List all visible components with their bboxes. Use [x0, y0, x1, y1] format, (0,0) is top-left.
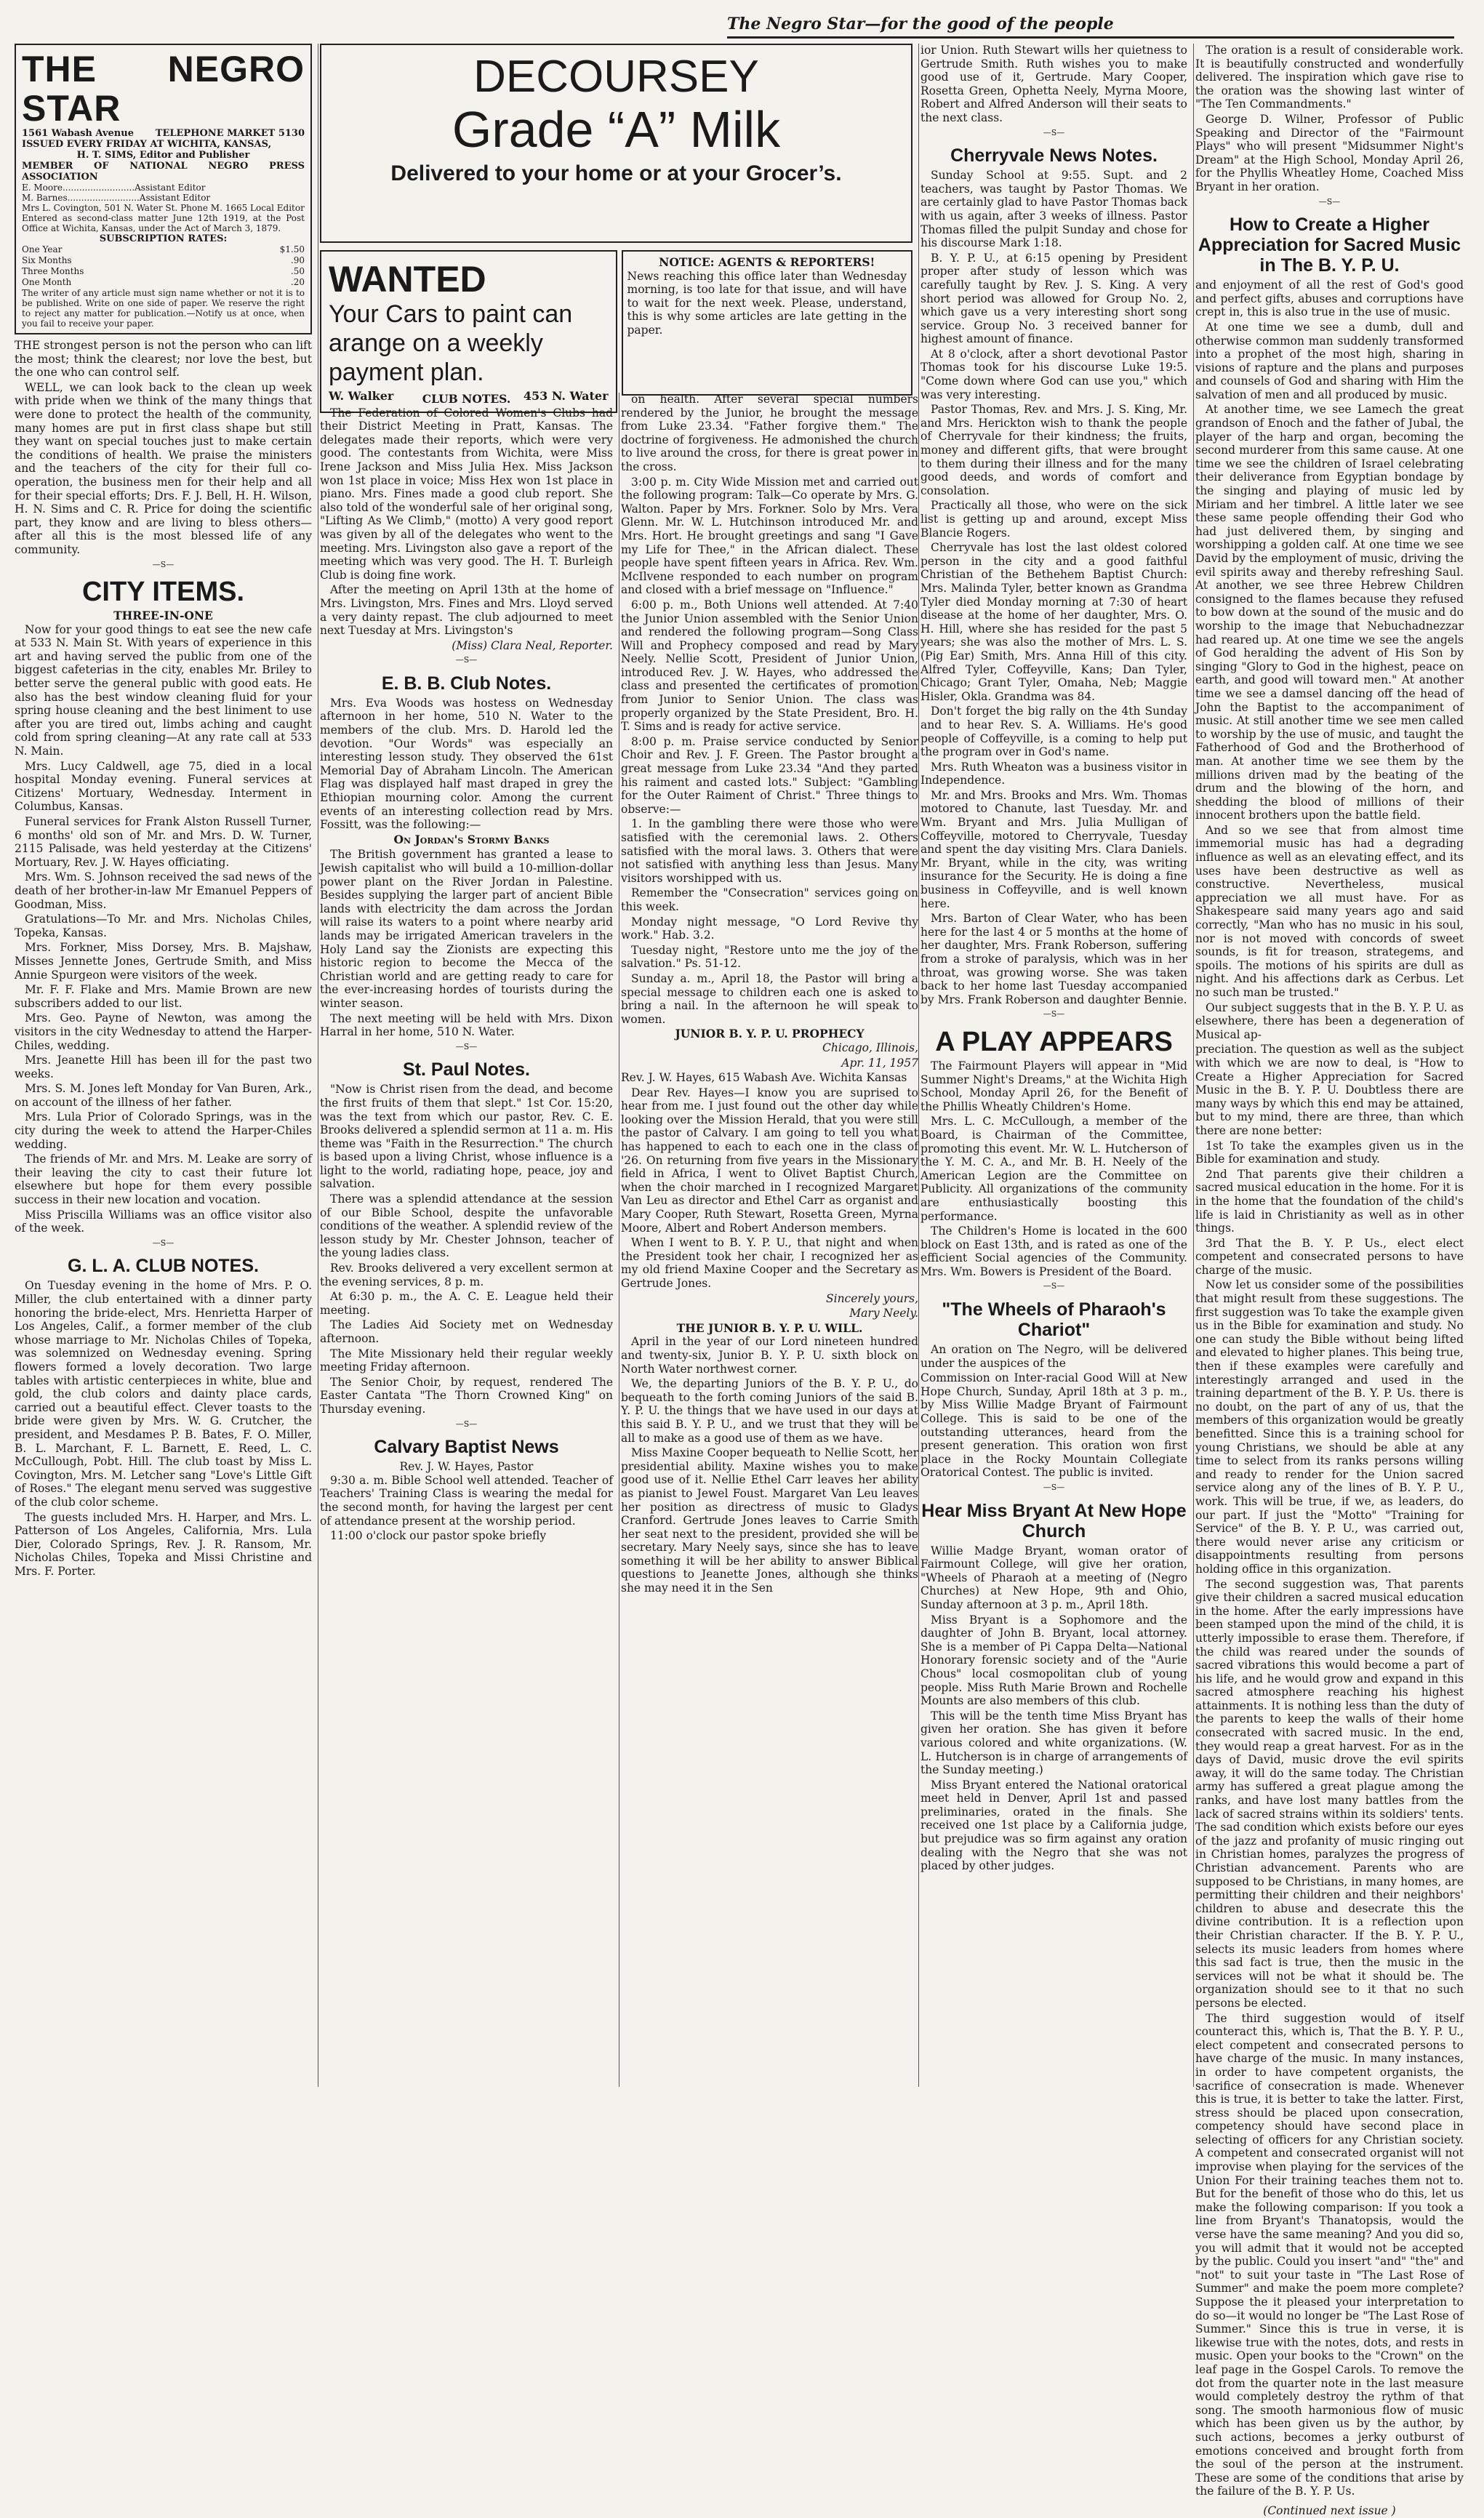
ad-wanted-name: W. Walker [329, 389, 394, 403]
newspaper-page [15, 0, 1469, 2517]
item: There was a splendid attendance at the session of our Bible School, despite the unfavorable conditions of the weather. A splendid review of the lesson study by Mr. Chester Johnson, teacher of the young ladies class. [320, 1192, 613, 1260]
item: B. Y. P. U., at 6:15 opening by President proper after study of lesson which was carefully taught by Rev. J. S. King. A very short period was allowed for Group No. 2, which gave us a very interesting short song service. Group No. 3 received banner for highest amount of finance. [921, 251, 1187, 346]
letter-address: Rev. J. W. Hayes, 615 Wabash Ave. Wichita Kansas [621, 1071, 907, 1085]
item: 9:30 a. m. Bible School well attended. Teacher of Teachers' Training Class is wearing the medal for the second month, for having the largest per cent of attendance present at the worship period. [320, 1473, 613, 1528]
masthead-phone: TELEPHONE MARKET 5130 [155, 128, 305, 139]
item: Mrs. Geo. Payne of Newton, was among the visitors in the city Wednesday to attend the Harper-Chiles, wedding. [15, 1011, 312, 1052]
item: Cherryvale has lost the last oldest colored person in the city and a good faithful Christian of the Bethehem Baptist Church: Mrs. Malinda Tyler, better known as Grandma Tyler died Monday morning at 7:30 of heart disease at the home of her daughter, Mrs. O. H. Hill, where she has resided for the past 5 years; she was also the mother of Mrs. L. S. (Pig Ear) Smith, Mrs. Anna Hill of this city. Alfred Tyler, Coffeyville, Kans; Dan Tyler, Chicago; Grant Tyler, Omaha, Neb; Maggie Hisler, Okla. Grandma was 84. [921, 541, 1187, 703]
column-1: THE NEGRO STAR 1561 Wabash Avenue TELEPHONE MARKET 5130 ISSUED EVERY FRIDAY AT WICHITA, KANSAS, H. T. SIMS, Editor and Publisher MEMBER OF NATIONAL NEGRO PRESS ASSOCIATION E. Moore..........................Assistant Editor M. Barnes..........................Assistant Editor Mrs L. Covington, 501 N. Water St. Phone M. 1665 Local Editor Entered as second-class matter June 12th 1919, at the Post Office at Wichita, Kansas, under the Act of March 3, 1879. SUBSCRIPTION RATES: One Year $1.50 Six Months .90 Three Months .50 One Month .20 The writer of any article must sign name whether or not it is to be published. Write on one side of paper. We reserve the right to reject any matter for publication.—Notify us at once, when you fail to receive your paper. THE strongest person is not the person who can lift the most; think the clearest; nor love the best, but the one who can control self. WELL, we can look back to the clean up week with pride when we think of the many things that were done to protect the health of the community, many homes are put in first class shape but still they want on special touches just to make certain the conditions of health. We praise the ministers and the teachers of the city for their full co-operation, the business men for their help and all for their special efforts; Drs. F. J. Bell, H. H. Wilson, H. N. Sims and C. R. Price for doing the scientific part, they know and are living to bless others—after all this is the most blessed life of any community. —S— CITY ITEMS. THREE-IN-ONE Now for your good things to eat see the new cafe at 533 N. Main St. With years of experience in this art and having served the public from one of the biggest cafeterias in the city, enables Mr. Briley to better serve the general public with good eats. He also has the best window cleaning fluid for your spring house cleaning and the best liniment to use after you are tired out, limbs aching and caught cold from spring cleaning—At any rate call at 533 N. Main. Mrs. Lucy Caldwell, age 75, died in a local hospital Monday evening. Funeral services at Citizens' Mortuary, Wednesday. Interment in Columbus, Kansas. Funeral services for Frank Alston Russell Turner, 6 months' old son of Mr. and Mrs. D. W. Turner, 2115 Palisade, was held yesterday at the Citizens' Mortuary, Rev. J. W. Hayes officiating. Mrs. Wm. S. Johnson received the sad news of the death of her brother-in-law Mr Emanuel Peppers of Goodman, Miss. Gratulations—To Mr. and Mrs. Nicholas Chiles, Topeka, Kansas. Mrs. Forkner, Miss Dorsey, Mrs. B. Majshaw, Misses Jennette Jones, Gertrude Smith, and Miss Annie Spurgeon were visitors of the week. Mr. F. F. Flake and Mrs. Mamie Brown are new subscribers added to our list. Mrs. Geo. Payne of Newton, was among the visitors in the city Wednesday to attend the Harper-Chiles, wedding. Mrs. Jeanette Hill has been ill for the past two weeks. Mrs. S. M. Jones left Monday for Van Buren, Ark., on account of the illness of her father. Mrs. Lula Prior of Colorado Springs, was in the city during the week to attend the Harper-Chiles wedding. The friends of Mr. and Mrs. M. Leake are sorry of their leaving the city to cast their future lot elsewhere but hope for them every possible success in their new location and vocation. Miss Priscilla Williams was an office visitor also of the week. —S— G. L. A. CLUB NOTES. On Tuesday evening in the home of Mrs. P. O. Miller, the club entertained with a dinner party honoring the bride-elect, Mrs. Henrietta Harper of Los Angeles, Calif., a former member of the club whose marriage to Mr. Nicholas Chiles of Topeka, was solemnized on Wednesday evening. Spring flowers formed a lovely decoration. Two large tables with artistic centerpieces in white, blue and gold, the club colors and dainty place cards, carried out a beautiful effect. Clever toasts to the bride were given by Mrs. W. G. Crutcher, the president, and Mesdames P. B. Bates, F. O. Miller, B. L. Marchant, F. L. Barnett, E. Reed, L. C. McCullough, Pobt. Hill. The club toast by Miss L. Covington, Mrs. M. Letcher sang "Love's Little Gift of Roses." The elegant menu served was suggestive of the club color scheme. The guests included Mrs. H. Harper, and Mrs. L. Patterson of Los Angeles, California, Mrs. Lula Dier, Colorado Springs, Rev. J. R. Ransom, Mr. Nicholas Chiles, Topeka and Missi Christine and Mrs. F. Porter. [15, 44, 318, 2087]
item: Mrs. Forkner, Miss Dorsey, Mrs. B. Majshaw, Misses Jennette Jones, Gertrude Smith, and Miss Annie Spurgeon were visitors of the week. [15, 941, 312, 982]
item: The Fairmount Players will appear in "Mid Summer Night's Dreams," at the Wichita High School, Monday April 26, for the Benefit of the Phillis Wheatly Children's Home. [921, 1059, 1187, 1113]
item: ior Union. Ruth Stewart wills her quietness to Gertrude Smith. Ruth wishes you to make good use of it, Gertrude. Mary Cooper, Rosetta Green, Ophetta Neely, Myrna Moore, Robert and Alfred Anderson will their seats to the next class. [921, 44, 1187, 124]
item: Mrs. Lucy Caldwell, age 75, died in a local hospital Monday evening. Funeral services at Citizens' Mortuary, Wednesday. Interment in Columbus, Kansas. [15, 759, 312, 814]
headline-sacred-music: How to Create a Higher Appreciation for Sacred Music in The B. Y. P. U. [1198, 214, 1461, 276]
headline-a-play-appears: A PLAY APPEARS [935, 1026, 1173, 1057]
item: The Federation of Colored Women's Clubs had their District Meeting in Pratt, Kansas. The delegates made their reports, which were very good. The contestants from Wichita, were Miss Irene Jackson and Miss Julia Hex. Miss Jackson won 1st place in voice; Miss Hex won 1st place in piano. Mrs. Fines made a good club report. She also told of the wonderful sale of her original song, "Lifting As We Climb," (motto) A very good report was given by all of the delegates who went to the meeting. Mrs. Livingston also gave a report of the meeting which was very good. The H. T. Burleigh Club is doing fine work. [320, 406, 613, 582]
item: After the meeting on April 13th at the home of Mrs. Livingston, Mrs. Fines and Mrs. Lloyd served a very dainty repast. The club adjourned to meet next Tuesday at Mrs. Livingston's [320, 583, 613, 638]
item: Gratulations—To Mr. and Mrs. Nicholas Chiles, Topeka, Kansas. [15, 913, 312, 939]
item: The Mite Missionary held their regular weekly meeting Friday afternoon. [320, 1347, 613, 1374]
item: 3:00 p. m. City Wide Mission met and carried out the following program: Talk—Co operate by Mrs. G. Walton. Paper by Mrs. Forkner. Solo by Mrs. Vera Glenn. Mr. W. L. Hutchinson introduced Mr. and Mrs. Hort. He brought greetings and sang "I Gave my Life for Thee," in the African dialect. These people have spent fifteen years in Africa. Rev. Wm. McIlvene responded to each number on program and closed with a brief message on "Influence." [621, 475, 918, 597]
item: Mrs. Eva Woods was hostess on Wednesday afternoon in her home, 510 N. Water to the members of the club. Mrs. D. Harold led the devotion. "Our Words" was especially an interesting lesson study. They observed the 61st Memorial Day of Abraham Lincoln. The American Flag was displayed half mast draped in grey the Ethiopian mourning color. Among the current events of an interesting collection read by Mrs. Fossitt, was the following:— [320, 696, 613, 832]
item: Remember the "Consecration" services going on this week. [621, 886, 918, 913]
masthead-address: 1561 Wabash Avenue [22, 128, 134, 139]
masthead-entered: Entered as second-class matter June 12th 1919, at the Post Office at Wichita, Kansas, under the Act of March 3, 1879. [22, 213, 305, 233]
intro-quote: THE strongest person is not the person who can lift the most; think the clearest; nor love the best, but the one who can control self. [15, 339, 312, 380]
item: Funeral services for Frank Alston Russell Turner, 6 months' old son of Mr. and Mrs. D. W. Turner, 2115 Palisade, was held yesterday at the Citizens' Mortuary, Rev. J. W. Hayes officiating. [15, 815, 312, 869]
item: Mrs. Barton of Clear Water, who has been here for the last 4 or 5 months at the home of her daughter, Mrs. Frank Roberson, suffering from a stroke of paralysis, which was in her throat, was growing worse. She was taken back to her home last Tuesday accompanied by Mrs. Frank Roberson and daughter Bennie. [921, 912, 1187, 1006]
item: Monday night message, "O Lord Revive thy work." Hab. 3.2. [621, 915, 918, 942]
item: Commission on Inter-racial Good Will at New Hope Church, Sunday, April 18th at 3 p. m., by Miss Willie Madge Bryant of Fairmount College. This is said to be one of the outstanding utterances, heard from the present generation. This oration won first place in the Rocky Mountain Collegiate Oratorical Contest. The public is invited. [921, 1371, 1187, 1480]
item: At 6:30 p. m., the A. C. E. League held their meeting. [320, 1290, 613, 1317]
masthead-member: MEMBER OF NATIONAL NEGRO PRESS ASSOCIATION [22, 161, 305, 183]
item: The Ladies Aid Society met on Wednesday afternoon. [320, 1318, 613, 1345]
item: Sunday School at 9:55. Supt. and 2 teachers, was taught by Pastor Thomas. We are certainly glad to have Pastor Thomas back with us again, after 3 weeks of illness. Pastor Thomas filled the pulpit Sunday and chose for his discourse Mark 1:18. [921, 169, 1187, 250]
item: When I went to B. Y. P. U., that night and when the President took her chair, I recognized her as my old friend Maxine Cooper and the Secretary as Gertrude Jones. [621, 1236, 918, 1290]
subscription-title: SUBSCRIPTION RATES: [99, 233, 228, 244]
subhead-junior-prophecy: JUNIOR B. Y. P. U. PROPHECY [675, 1027, 865, 1041]
ad-wanted-body: Your Cars to paint can arange on a weekly payment plan. [329, 300, 573, 386]
subhead-calvary-pastor: Rev. J. W. Hayes, Pastor [399, 1460, 534, 1474]
masthead-editor: H. T. SIMS, Editor and Publisher [76, 150, 250, 161]
item: The friends of Mr. and Mrs. M. Leake are sorry of their leaving the city to cast their future lot elsewhere but hope for them every possible success in their new location and vocation. [15, 1152, 312, 1207]
ad-wanted-address: 453 N. Water [523, 389, 609, 403]
item: Miss Bryant is a Sophomore and the daughter of John B. Bryant, local attorney. She is a member of Pi Cappa Delta—National Honorary forensic society and of the "Aurie Chous" local cosmopolitan club of young people. Miss Ruth Marie Brown and Rochelle Mounts are also members of this club. [921, 1613, 1187, 1708]
dateline-date: Apr. 11, 1957 [841, 1056, 918, 1070]
subhead-three-in-one: THREE-IN-ONE [113, 609, 213, 623]
item: 6:00 p. m., Both Unions well attended. At 7:40 the Junior Union assembled with the Senior Union and rendered the following program—Song Class Will and Prophecy composed and read by Mary Neely. Nellie Scott, President of Junior Union, introduced Rev. J. W. Hayes, who addressed the class and presented the certificates of promotion from Junior to Senior Union. The class was properly organized by the State President, Bro. H. T. Sims and is ready for active service. [621, 598, 918, 734]
subhead-club-notes: CLUB NOTES. [422, 392, 511, 406]
item: on health. After several special numbers rendered by the Junior, he brought the message from Luke 23.34. "Father forgive them." The doctrine of forgiveness. He admonished the church to live around the cross, for there is great power in the cross. [621, 393, 918, 473]
headline-city-items: CITY ITEMS. [81, 577, 245, 608]
column-3 [621, 393, 919, 2087]
item: 8:00 p. m. Praise service conducted by Senior Choir and Rev. J. F. Green. The Pastor brought a great message from Luke 23.34 "And they parted his raiment and casted lots." Subject: "Gambling for the Outer Raiment of Christ." Three things to observe:— [621, 734, 918, 816]
item: Miss Priscilla Williams was an office visitor also of the week. [15, 1208, 312, 1235]
ad-wanted-title: WANTED [329, 259, 486, 300]
item-title: On Jordan's Stormy Banks [393, 832, 550, 846]
subscription-row: One Year $1.50 [22, 244, 305, 254]
item: 3rd That the B. Y. P. Us., elect elect competent and consecrated persons to have charge of the music. [1195, 1236, 1464, 1277]
item: Mr. F. F. Flake and Mrs. Mamie Brown are new subscribers added to our list. [15, 983, 312, 1010]
item: Our subject suggests that in the B. Y. P. U. as elsewhere, there has been a degeneration of Musical ap- [1195, 1001, 1464, 1041]
notice-agents-head: NOTICE: AGENTS & REPORTERS! [659, 255, 875, 269]
subscription-row: Six Months .90 [22, 255, 305, 265]
item: George D. Wilner, Professor of Public Speaking and Director of the "Fairmount Plays" who will present "Midsummer Night's Dream" at the High School, Monday April 26, for the Phyllis Wheatley Home, Coached Miss Bryant in her oration. [1195, 112, 1464, 193]
dateline-place: Chicago, Illinois, [822, 1041, 918, 1054]
item: 1. In the gambling there were those who were satisfied with the ceremonial laws. 2. Others satisfied with the moral laws. 3. Others that were not satisfied with anything less than Jesus. Many visitors worshipped with us. [621, 817, 918, 885]
item: At another time, we see Lamech the great grandson of Enoch and the father of Jubal, the player of the harp and organ, becoming the second murderer from this same cause. At one time we see the children of Israel celebrating their deliverance from Egyptian bondage by the singing and playing of music led by Miriam and her timbrel. A little later we see these same people offending their God who had just delivered them, by singing and worshipping a golden calf. At one time we see David by the employment of music, driving the evil spirits away and thereby refreshing Saul. At another, we see three Hebrew Children consigned to the flames because they refused to bow down at the sound of the music and do worship to the image that Nebuchadnezzar had reared up. At one time we see the angels of God heralding the advent of His Son by singing "Glory to God in the highest, peace on earth, and good will toward men." At another time we see a damsel dancing off the head of John the Baptist to the accompaniment of music. At still another time we see men called to worship by the use of music, and taught the Fatherhood of God and the Brotherhood of man. At another time we see them by the millions driven mad by the beating of the drum and the blowing of the horn, and shedding the blood of millions of their innocent brothers upon the battle field. [1195, 403, 1464, 822]
item: Dear Rev. Hayes—I know you are suprised to hear from me. I just found out the other day while looking over the Mission Herald, that you were still the pastor of Calvary. I am going to tell you what has happened to each to each one in the class of '26. On returning from five years in the Missionary field in Africa, I went to Olivet Baptist Church, when the choir marched in I recognized Margaret Van Leu as director and Ethel Carr as organist and Mary Cooper, Ruth Stewart, Rosetta Green, Myrna Moore, Albert and Robert Anderson members. [621, 1086, 918, 1235]
item: We, the departing Juniors of the B. Y. P. U., do bequeath to the forth coming Juniors of the said B. Y. P. U. the things that we have used in our days at this said B. Y. P. U., and we trust that they will be all to make as a good use of them as we have. [621, 1377, 918, 1445]
running-head: The Negro Star—for the good of the people [727, 15, 1454, 39]
ad-wanted [320, 250, 617, 413]
headline-gla-club-notes: G. L. A. CLUB NOTES. [68, 1256, 259, 1277]
headline-ebb-club-notes: E. B. B. Club Notes. [381, 673, 552, 694]
item: The oration is a result of considerable work. It is beautifully constructed and wonderfully delivered. The inspiration which gave rise to the oration was the showing last winter of "The Ten Commandments." [1195, 44, 1464, 111]
masthead-issued: ISSUED EVERY FRIDAY AT WICHITA, KANSAS, [22, 139, 272, 150]
column-2: CLUB NOTES. The Federation of Colored Women's Clubs had their District Meeting in Pratt, Kansas. The delegates made their reports, which were very good. The contestants from Wichita, were Miss Irene Jackson and Miss Julia Hex. Miss Jackson won 1st place in voice; Miss Hex won 1st place in piano. Mrs. Fines made a good club report. She also told of the wonderful sale of her original song, "Lifting As We Climb," (motto) A very good report was given by all of the delegates who went to the meeting. Mrs. Livingston also gave a report of the meeting which was very good. The H. T. Burleigh Club is doing fine work. After the meeting on April 13th at the home of Mrs. Livingston, Mrs. Fines and Mrs. Lloyd served a very dainty repast. The club adjourned to meet next Tuesday at Mrs. Livingston's (Miss) Clara Neal, Reporter. —S— E. B. B. Club Notes. Mrs. Eva Woods was hostess on Wednesday afternoon in her home, 510 N. Water to the members of the club. Mrs. D. Harold led the devotion. "Our Words" was especially an interesting lesson study. They observed the 61st Memorial Day of Abraham Lincoln. The American Flag was displayed half mast draped in grey the Ethiopian mourning color. Among the current events of an interesting collection read by Mrs. Fossitt, was the following:— On Jordan's Stormy Banks The British government has granted a lease to Jewish capitalist who will build a 10-million-dollar power plant on the River Jordan in Palestine. Besides supplying the larger part of ancient Bible lands with electricity the dam across the Jordan will raise its waters to a point where nearby arid lands may be irrigated American travelers in the Holy Land say the Zionists are expecting this historic region to become the Mecca of the Christian world and are getting ready to care for the ever-increasing hordes of tourists during the winter season. The next meeting will be held with Mrs. Dixon Harral in her home, 510 N. Water. —S— St. Paul Notes. "Now is Christ risen from the dead, and become the first fruits of them that slept." 1st Cor. 15:20, was the text from which our pastor, Rev. C. E. Brooks delivered a splendid sermon at 11 a. m. His theme was "Faith in the Resurrection." The church is based upon a living Christ, whose influence is a light to the world, radiating hope, peace, joy and salvation. There was a splendid attendance at the session of our Bible School, despite the unfavorable conditions of the weather. A splendid review of the lesson study by Mr. Chester Johnson, teacher of the young ladies class. Rev. Brooks delivered a very excellent sermon at the evening services, 8 p. m. At 6:30 p. m., the A. C. E. League held their meeting. The Ladies Aid Society met on Wednesday afternoon. The Mite Missionary held their regular weekly meeting Friday afternoon. The Senior Choir, by request, rendered The Easter Cantata "The Thorn Crowned King" on Thursday evening. —S— Calvary Baptist News Rev. J. W. Hayes, Pastor 9:30 a. m. Bible School well attended. Teacher of Teachers' Training Class is wearing the medal for the second month, for having the largest per cent of attendance present at the worship period. 11:00 o'clock our pastor spoke briefly [320, 393, 619, 2087]
item: And so we see that from almost time immemorial music has had a degrading influence as well as an elevating effect, and its uses have been destructive as well as constructive. Nevertheless, musical appreciation we all must have. For as Shakespeare said many years ago and said correctly, "Man who has no music in his soul, nor is not moved with concords of sweet sounds, is fit for treason, strategems, and spoils. The motions of his spirits are dull as night. And his affections dark as Cerbus. Let no such man be trusted." [1195, 823, 1464, 999]
ads-region [320, 44, 919, 422]
item: Miss Maxine Cooper bequeath to Nellie Scott, her presidential ability. Maxine wishes you to make good use of it. Nellie Ethel Carr leaves her ability as pianist to Jewel Foust. Margaret Van Leu leaves her position as directress of music to Gladys Cranford. Gertrude Jones leaves to Carrie Smith her seat next to the president, provided she will be secretary. Mary Neely says, since she has to leave something it will be her ability to answer Biblical questions to Jeanette Jones, although she thinks she may need it in the Sen [621, 1446, 918, 1595]
item: 1st To take the examples given us in the Bible for examination and study. [1195, 1139, 1464, 1166]
item: Rev. Brooks delivered a very excellent sermon at the evening services, 8 p. m. [320, 1262, 613, 1288]
subscription-row: Three Months .50 [22, 266, 305, 276]
item: Mrs. Lula Prior of Colorado Springs, was in the city during the week to attend the Harper-Chiles wedding. [15, 1110, 312, 1151]
item: Mrs. Ruth Wheaton was a business visitor in Independence. [921, 760, 1187, 787]
item: and enjoyment of all the rest of God's good and perfect gifts, abuses and corruptions have crept in, this is also true in the use of music. [1195, 278, 1464, 319]
item: The third suggestion would of itself counteract this, which is, That the B. Y. P. U., elect competent and consecrated persons to have charge of the music. In many instances, in order to have competent organists, the sacrifice of consecration is made. Whenever this is true, it is better to take the latter. First, stress should be placed upon consecration, competency should have second place in selecting of officers for any Christian society. A competent and consecrated organist will not improvise when playing for the services of the Union For their training teaches them not to. But for the benefit of those who do this, let us make the following comparison: If you took a line from Bryant's Thanatopsis, would the verse have the same meaning? And you did so, you will admit that it would not be accepted by the public. Could you insert "and" "the" and "not" to suit your taste in "The Last Rose of Summer" and make the poem more complete? Suppose the it pleased your interpretation to do so—it would no longer be "The Last Rose of Summer." Since this is true in verse, it is likewise true with the notes, dots, and rests in music. Open your books to the "Crown" on the leaf page in the Gospel Carols. To remove the dot from the quarter note in the last measure would completely destroy the rythm of that song. The smooth harmonious flow of music which has been given us by the author, by such actions, becomes a jerky outburst of emotions conceived and brought forth from the soul of the person at the instrument. These are some of the conditions that arise by the failure of the B. Y. P. Us. [1195, 2011, 1464, 2498]
item: This will be the tenth time Miss Bryant has given her oration. She has given it before various colored and white organizations. (W. L. Hutcherson is in charge of arrangements of the Sunday meeting.) [921, 1709, 1187, 1777]
subscription-row: One Month .20 [22, 277, 305, 287]
subhead-junior-will: THE JUNIOR B. Y. P. U. WILL. [676, 1320, 863, 1335]
masthead-staff-2: M. Barnes..........................Assistant Editor [22, 193, 211, 203]
ad-milk-product: Grade “A” Milk [452, 101, 781, 158]
column-4: ior Union. Ruth Stewart wills her quietness to Gertrude Smith. Ruth wishes you to make good use of it, Gertrude. Mary Cooper, Rosetta Green, Ophetta Neely, Myrna Moore, Robert and Alfred Anderson will their seats to the next class. —S— Cherryvale News Notes. Sunday School at 9:55. Supt. and 2 teachers, was taught by Pastor Thomas. We are certainly glad to have Pastor Thomas back with us again, after 3 weeks of illness. Pastor Thomas filled the pulpit Sunday and chose for his discourse Mark 1:18. B. Y. P. U., at 6:15 opening by President proper after study of lesson which was carefully taught by Rev. J. S. King. A very short period was allowed for Group No. 2, which gave us a very interesting short song service. Group No. 3 received banner for highest amount of finance. At 8 o'clock, after a short devotional Pastor Thomas took for his discourse Luke 19:5. "Come down where God can use you," which was very interesting. Pastor Thomas, Rev. and Mrs. J. S. King, Mr. and Mrs. Herickton wish to thank the people of Cherryvale for their kindness; the fruits, money and different gifts, that were brought to them during their illness and for the many good deeds, and words of comfort and consolation. Practically all those, who were on the sick list is getting up and around, except Miss Blancie Rogers. Cherryvale has lost the last oldest colored person in the city and a good faithful Christian of the Bethehem Baptist Church: Mrs. Malinda Tyler, better known as Grandma Tyler died Monday morning at 7:30 of heart disease at the home of her daughter, Mrs. O. H. Hill, where she has resided for the past 5 years; she was also the mother of Mrs. L. S. (Pig Ear) Smith, Mrs. Anna Hill of this city. Alfred Tyler, Coffeyville, Kans; Dan Tyler, Chicago; Grant Tyler, Omaha, Neb; Maggie Hisler, Okla. Grandma was 84. Don't forget the big rally on the 4th Sunday and to hear Rev. S. A. Williams. He's good people of Coffeyville, is a coming to help put the program over in God's name. Mrs. Ruth Wheaton was a business visitor in Independence. Mr. and Mrs. Brooks and Mrs. Wm. Thomas motored to Chanute, last Tuesday. Mr. and Wm. Bryant and Mrs. Julia Mulligan of Coffeyville, motored to Cherryvale, Tuesday and spent the day visiting Mrs. Clara Daniels. Mr. Bryant, while in the city, was writing insurance for the Security. He is doing a fine business in Coffeyville, and is well known here. Mrs. Barton of Clear Water, who has been here for the last 4 or 5 months at the home of her daughter, Mrs. Frank Roberson, suffering from a stroke of paralysis, which was in her throat, was growing worse. She was taken back to her home last Tuesday accompanied by Mrs. Frank Roberson and daughter Bennie. —S— A PLAY APPEARS The Fairmount Players will appear in "Mid Summer Night's Dreams," at the Wichita High School, Monday April 26, for the Benefit of the Phillis Wheatly Children's Home. Mrs. L. C. McCullough, a member of the Board, is Chairman of the Committee, promoting this event. Mr. W. L. Hutcherson of the Y. M. C. A., and Mr. B. H. Neely of the American Legion are the Committee on Publicity. All organizations of the community are enthusiastically boosting this performance. The Children's Home is located in the 600 block on East 13th, and is rated as one of the efficient Social agencies of the Community. Mrs. Wm. Bowers is President of the Board. —S— "The Wheels of Pharaoh's Chariot" An oration on The Negro, will be delivered under the auspices of the Commission on Inter-racial Good Will at New Hope Church, Sunday, April 18th at 3 p. m., by Miss Willie Madge Bryant of Fairmount College. This is said to be one of the outstanding utterances, heard from the present generation. This oration won first place in the Rocky Mountain Collegiate Oratorical Contest. The public is invited. —S— Hear Miss Bryant At New Hope Church Willie Madge Bryant, woman orator of Fairmount College, will give her oration, "Wheels of Pharaoh at a meeting of (Negro Churches) at New Hope, 9th and Ohio, Sunday afternoon at 3 p. m., April 18th. Miss Bryant is a Sophomore and the daughter of John B. Bryant, local attorney. She is a member of Pi Cappa Delta—National Honorary forensic society and of the "Aurie Chous" local cosmopolitan club of young people. Miss Ruth Marie Brown and Rochelle Mounts are also members of this club. This will be the tenth time Miss Bryant has given her oration. She has given it before various colored and white organizations. (W. L. Hutcherson is in charge of arrangements of the Sunday meeting.) Miss Bryant entered the National oratorical meet held in Denver, April 1st and passed preliminaries, orated in the finals. She received one 1st place by a California judge, but prejudice was so firm against any oration dealing with the Negro that she was not placed by other judges. [921, 44, 1194, 2087]
item: The second suggestion was, That parents give their children a sacred musical education in the home. After the early impressions have been stamped upon the mind of the child, it is utterly impossible to erase them. Therefore, if the child was reared under the sounds of sacred vibrations this would become a part of his life, and he would grow and expand in this sacred atmosphere reaching his highest attainments. It is nothing less than the duty of the parents to keep the walls of their home consecrated with sacred music. In the end, they would reap a great harvest. For as in the days of David, music drove the evil spirits away, it will do the same today. The Christian army has suffered a great plague among the ranks, and have lost many battles from the lack of sacred strains within its soldiers' tents. The sad condition which exists before our eyes of the jazz and profanity of music ringing out in Christian homes, paralyzes the progress of Christian advancement. Parents who are supposed to be Christians, in many homes, are permitting their children and their neighbors' children to abuse and desecrate this the divine contribution. It is a reflection upon their Christian character. If the B. Y. P. U., selects its music leaders from homes where this sad fact is true, then the music in the services will not be what it should be. The organization should see to it that no such persons be elected. [1195, 1577, 1464, 2010]
item: "Now is Christ risen from the dead, and become the first fruits of them that slept." 1st Cor. 15:20, was the text from which our pastor, Rev. C. E. Brooks delivered a splendid sermon at 11 a. m. His theme was "Faith in the Resurrection." The church is based upon a living Christ, whose influence is a light to the world, radiating hope, peace, joy and salvation. [320, 1083, 613, 1191]
signoff: Sincerely yours, [826, 1291, 918, 1305]
item: The British government has granted a lease to Jewish capitalist who will build a 10-million-dollar power plant on the River Jordan in Palestine. Besides supplying the larger part of ancient Bible lands with electricity the dam across the Jordan will raise its waters to a point where nearby arid lands may be irrigated American travelers in the Holy Land say the Zionists are expecting this historic region to become the Mecca of the Christian world and are getting ready to care for the ever-increasing hordes of tourists during the winter season. [320, 848, 613, 1010]
item: Sunday a. m., April 18, the Pastor will bring a special message to children each one is asked to bring a nail. In the afternoon he will speak to women. [621, 971, 918, 1026]
item: Now let us consider some of the possibilities that might result from these suggestions. The first suggestion was To take the example given us in the Bible for examination and study. No one can study the Bible without being lifted and elevated to higher planes. This being true, then if these examples were carefully and interestingly arranged and used in the training department of the B. Y. P. Us. there is no doubt, on the part of any of us, that the members of this organization would be greatly benefitted. Since this is a training school for young Christians, we should be able at any time to select from its ranks persons willing and ready to render for the Union sacred service along any of the lines of B. Y. P. U., work. This will be true, if we, as leaders, do our part. If just the "Motto" "Training for Service" of the B. Y. P. U., was carried out, there would never arise any criticism or disappointments resulting from persons holding office in this organization. [1195, 1278, 1464, 1576]
ad-milk [320, 44, 913, 243]
item: The Senior Choir, by request, rendered The Easter Cantata "The Thorn Crowned King" on Thursday evening. [320, 1375, 613, 1416]
item: Now for your good things to eat see the new cafe at 533 N. Main St. With years of experience in this art and having served the public from one of the biggest cafeterias in the city, enables Mr. Briley to better serve the general public with good eats. He also has the best window cleaning fluid for your spring house cleaning and the best liniment to use after you are tired out, limbs aching and caught cold from spring cleaning—At any rate call at 533 N. Main. [15, 622, 312, 758]
item: The next meeting will be held with Mrs. Dixon Harral in her home, 510 N. Water. [320, 1011, 613, 1039]
item: At 8 o'clock, after a short devotional Pastor Thomas took for his discourse Luke 19:5. "Come down where God can use you," which was very interesting. [921, 347, 1187, 401]
masthead-staff-1: E. Moore..........................Assistant Editor [22, 183, 206, 193]
item: On Tuesday evening in the home of Mrs. P. O. Miller, the club entertained with a dinner party honoring the bride-elect, Mrs. Henrietta Harper of Los Angeles, Calif., a former member of the club whose marriage to Mr. Nicholas Chiles of Topeka, was solemnized on Wednesday evening. Spring flowers formed a lovely decoration. Two large tables with artistic centerpieces in white, blue and gold, the club colors and dainty place cards, carried out a beautiful effect. Clever toasts to the bride were given by Mrs. W. G. Crutcher, the president, and Mesdames P. B. Bates, F. O. Miller, B. L. Marchant, F. L. Barnett, E. Reed, L. C. McCullough, Pobt. Hill. The club toast by Miss L. Covington, Mrs. M. Letcher sang "Love's Little Gift of Roses." The elegant menu served was suggestive of the club color scheme. [15, 1279, 312, 1509]
item: Pastor Thomas, Rev. and Mrs. J. S. King, Mr. and Mrs. Herickton wish to thank the people of Cherryvale for their kindness; the fruits, money and different gifts, that were brought to them during their illness and for the many good deeds, and words of comfort and consolation. [921, 403, 1187, 497]
item: Mrs. Jeanette Hill has been ill for the past two weeks. [15, 1054, 312, 1080]
item: Miss Bryant entered the National oratorical meet held in Denver, April 1st and passed preliminaries, orated in the finals. She received one 1st place by a California judge, but prejudice was so firm against any oration dealing with the Negro that she was not placed by other judges. [921, 1778, 1187, 1873]
masthead-local: Mrs L. Covington, 501 N. Water St. Phone M. 1665 Local Editor [22, 203, 305, 213]
item: Don't forget the big rally on the 4th Sunday and to hear Rev. S. A. Williams. He's good people of Coffeyville, is a coming to help put the program over in God's name. [921, 705, 1187, 759]
item: Willie Madge Bryant, woman orator of Fairmount College, will give her oration, "Wheels of Pharaoh at a meeting of (Negro Churches) at New Hope, 9th and Ohio, Sunday afternoon at 3 p. m., April 18th. [921, 1544, 1187, 1611]
item: An oration on The Negro, will be delivered under the auspices of the [921, 1343, 1187, 1370]
item: Mrs. Wm. S. Johnson received the sad news of the death of her brother-in-law Mr Emanuel Peppers of Goodman, Miss. [15, 870, 312, 911]
notice-agents-body: News reaching this office later than Wednesday morning, is too late for that issue, and will have to wait for the next week. Please, understand, this is why some articles are late getting in the paper. [627, 269, 907, 337]
ad-milk-tagline: Delivered to your home or at your Grocer’s. [390, 161, 842, 185]
signature: Mary Neely. [849, 1307, 918, 1320]
item: 11:00 o'clock our pastor spoke briefly [330, 1529, 547, 1543]
headline-wheels-of-pharaoh: "The Wheels of Pharaoh's Chariot" [942, 1299, 1166, 1341]
column-5: The oration is a result of considerable work. It is beautifully constructed and wonderfully delivered. The inspiration which gave rise to the oration was the showing last winter of "The Ten Commandments." George D. Wilner, Professor of Public Speaking and Director of the "Fairmount Plays" who will present "Midsummer Night's Dream" at the High School, Monday April 26, for the Phyllis Wheatley Home, Coached Miss Bryant in her oration. —S— How to Create a Higher Appreciation for Sacred Music in The B. Y. P. U. and enjoyment of all the rest of God's good and perfect gifts, abuses and corruptions have crept in, this is also true in the use of music. At one time we see a dumb, dull and otherwise common man suddenly transformed into a prophet of the most high, sharing in visions of rapture and the plans and purposes and counsels of God and sharing with Him the salvation of men and all produced by music. At another time, we see Lamech the great grandson of Enoch and the father of Jubal, the player of the harp and organ, becoming the second murderer from this same cause. At one time we see the children of Israel celebrating their deliverance from Egyptian bondage by the singing and playing of music led by Miriam and her timbrel. A little later we see these same people offending their God who had just delivered them, by singing and worshipping a golden calf. At one time we see David by the employment of music, driving the evil spirits away and thereby refreshing Saul. At another, we see three Hebrew Children consigned to the flames because they refused to bow down at the sound of the music and do worship to the image that Nebuchadnezzar had reared up. At one time we see the angels of God heralding the advent of His Son by singing "Glory to God in the highest, peace on earth, and good will toward men." At another time we see a damsel dancing off the head of John the Baptist to the accompaniment of music. At still another time we see men called to worship by the use of music, and taught the Fatherhood of God and the Brotherhood of man. At another time we see them by the millions driven mad by the beating of the drum and the blowing of the horn, and shedding the blood of millions of their innocent brothers upon the battle field. And so we see that from almost time immemorial music has had a degrading influence as well as an elevating effect, and its uses have been destructive as well as constructive. Nevertheless, musical appreciation we all must have. For as Shakespeare said many years ago and said correctly, "Man who has no music in his soul, nor is not moved with concords of sweet sounds, is fit for treason, strategems, and spoils. The motions of his spirits are dull as night. And his affections dark as Cerbus. Let no such man be trusted." Our subject suggests that in the B. Y. P. U. as elsewhere, there has been a degeneration of Musical ap- preciation. The question as well as the subject with which we are now to deal, is "How to Create a Higher Appreciation for Sacred Music in the B. Y. P. U. Doubtless there are many ways by which this end may be attained, but to my mind, there are three, than which there are none better: 1st To take the examples given us in the Bible for examination and study. 2nd That parents give their children a sacred musical education in the home. For it is in the home that the foundation of the child's life is laid in Christianity as well as in other things. 3rd That the B. Y. P. Us., elect elect competent and consecrated persons to have charge of the music. Now let us consider some of the possibilities that might result from these suggestions. The first suggestion was To take the example given us in the Bible for examination and study. No one can study the Bible without being lifted and elevated to higher planes. This being true, then if these examples were carefully and interestingly arranged and used in the training department of the B. Y. P. Us. there is no doubt, on the part of any of us, that the members of this organization would be greatly benefitted. Since this is a training school for young Christians, we should be able at any time to select from its ranks persons willing and ready to render for the Union sacred service along any of the lines of B. Y. P. U., work. This will be true, if we, as leaders, do our part. If just the "Motto" "Training for Service" of the B. Y. P. U., was carried out, there would never arise any criticism or disappointments resulting from persons holding office in this organization. The second suggestion was, That parents give their children a sacred musical education in the home. After the early impressions have been stamped upon the mind of the child, it is utterly impossible to erase them. Therefore, if the child was reared under the sounds of sacred vibrations this would become a part of his life, and he would grow and expand in this sacred atmosphere reaching his highest attainments. It is nothing less than the duty of the parents to keep the walls of their home consecrated with sacred music. In the end, they would reap a great harvest. For as in the days of David, music drove the evil spirits away, it will do the same today. The Christian army has suffered a great plague among the ranks, and have lost many battles from the lack of sacred strains within its soldiers' tents. The sad condition which exists before our eyes of the jazz and profanity of music ringing out in Christian homes, paralyzes the progress of Christian advancement. Parents who are supposed to be Christians, in many homes, are permitting their children and their neighbors' children to abuse and desecrate this the divine contribution. It is a reflection upon their Christian character. If the B. Y. P. U., selects its music leaders from homes where this sad fact is true, then the music in the services will not be what it should be. The organization should see to it that no such persons be elected. The third suggestion would of itself counteract this, which is, That the B. Y. P. U., elect competent and consecrated persons to have charge of the music. In many instances, in order to have competent organists, the sacrifice of consecration is made. Whenever this is true, it is better to take the latter. First, stress should be placed upon consecration, competency should have second place in selecting of officers for any Christian society. A competent and consecrated organist will not improvise when playing for the services of the Union For their training teaches them not to. But for the benefit of those who do this, let us make the following comparison: If you took a line from Bryant's Thanatopsis, would the verse have the same meaning? And you did so, you will admit that it would not be accepted by the public. Could you insert "and" "the" and "not" to suit your taste in "The Last Rose of Summer" and make the poem more complete? Suppose the it pleased your interpretation to do so—it would no longer be "The Last Rose of Summer." Since this is true in verse, it is likewise true with the notes, dots, and rests in music. Open your books to the "Crown" on the leaf page in the Gospel Carols. To remove the dot from the quarter note in the last measure would completely destroy the rythm of that song. The smooth harmonious flow of music which has been given us by the author, by such actions, becomes a jerky outburst of emotions conceived and brought forth from the soul of the person at the instrument. These are some of the conditions that arise by the failure of the B. Y. P. Us. (Continued next issue ) [1195, 44, 1464, 2517]
byline: (Miss) Clara Neal, Reporter. [452, 638, 613, 652]
item: Mr. and Mrs. Brooks and Mrs. Wm. Thomas motored to Chanute, last Tuesday. Mr. and Wm. Bryant and Mrs. Julia Mulligan of Coffeyville, motored to Cherryvale, Tuesday and spent the day visiting Mrs. Clara Daniels. Mr. Bryant, while in the city, was writing insurance for the Security. He is doing a fine business in Coffeyville, and is well known here. [921, 788, 1187, 910]
masthead [15, 44, 312, 334]
item: Tuesday night, "Restore unto me the joy of the salvation." Ps. 51-12. [621, 943, 918, 971]
item: preciation. The question as well as the subject with which we are now to deal, is "How to Create a Higher Appreciation for Sacred Music in the B. Y. P. U. Doubtless there are many ways by which this end may be attained, but to my mind, there are three, than which there are none better: [1195, 1043, 1464, 1137]
headline-st-paul-notes: St. Paul Notes. [402, 1059, 531, 1080]
headline-calvary-baptist-news: Calvary Baptist News [374, 1437, 559, 1458]
masthead-title: THE NEGRO STAR [22, 49, 305, 129]
item: The Children's Home is located in the 600 block on East 13th, and is rated as one of the efficient Social agencies of the Community. Mrs. Wm. Bowers is President of the Board. [921, 1224, 1187, 1278]
masthead-notice: The writer of any article must sign name whether or not it is to be published. Write on one side of paper. We reserve the right to reject any matter for publication.—Notify us at once, when you fail to receive your paper. [22, 288, 305, 329]
headline-hear-miss-bryant: Hear Miss Bryant At New Hope Church [921, 1500, 1187, 1541]
item: 2nd That parents give their children a sacred musical education in the home. For it is in the home that the foundation of the child's life is laid in Christianity as well as in other things. [1195, 1167, 1464, 1235]
item: The guests included Mrs. H. Harper, and Mrs. L. Patterson of Los Angeles, California, Mrs. Lula Dier, Colorado Springs, Rev. J. R. Ransom, Mr. Nicholas Chiles, Topeka and Missi Christine and Mrs. F. Porter. [15, 1510, 312, 1578]
continued-note: (Continued next issue ) [1263, 2503, 1396, 2517]
item: Practically all those, who were on the sick list is getting up and around, except Miss Blancie Rogers. [921, 499, 1187, 540]
headline-cherryvale: Cherryvale News Notes. [950, 145, 1158, 167]
item: Mrs. S. M. Jones left Monday for Van Buren, Ark., on account of the illness of her father. [15, 1082, 312, 1109]
item: Mrs. L. C. McCullough, a member of the Board, is Chairman of the Committee, promoting this event. Mr. W. L. Hutcherson of the Y. M. C. A., and Mr. B. H. Neely of the American Legion are the Committee on Publicity. All organizations of the community are enthusiastically boosting this performance. [921, 1115, 1187, 1223]
item: At one time we see a dumb, dull and otherwise common man suddenly transformed into a prophet of the most high, sharing in visions of rapture and the plans and purposes and counsels of God and sharing with Him the salvation of men and all produced by music. [1195, 320, 1464, 401]
article-clean-up: WELL, we can look back to the clean up week with pride when we think of the many things that were done to protect the health of the community, many homes are put in first class shape but still they want on special touches just to make certain the conditions of health. We praise the ministers and the teachers of the city for their full co-operation, the business men for their help and all for their special efforts; Drs. F. J. Bell, H. H. Wilson, H. N. Sims and C. R. Price for doing the scientific part, they know and are living to bless others—after all this is the most blessed life of any community. [15, 380, 312, 556]
ad-milk-brand: DECOURSEY [473, 52, 759, 102]
item: April in the year of our Lord nineteen hundred and twenty-six, Junior B. Y. P. U. sixth block on North Water northwest corner. [621, 1335, 918, 1376]
